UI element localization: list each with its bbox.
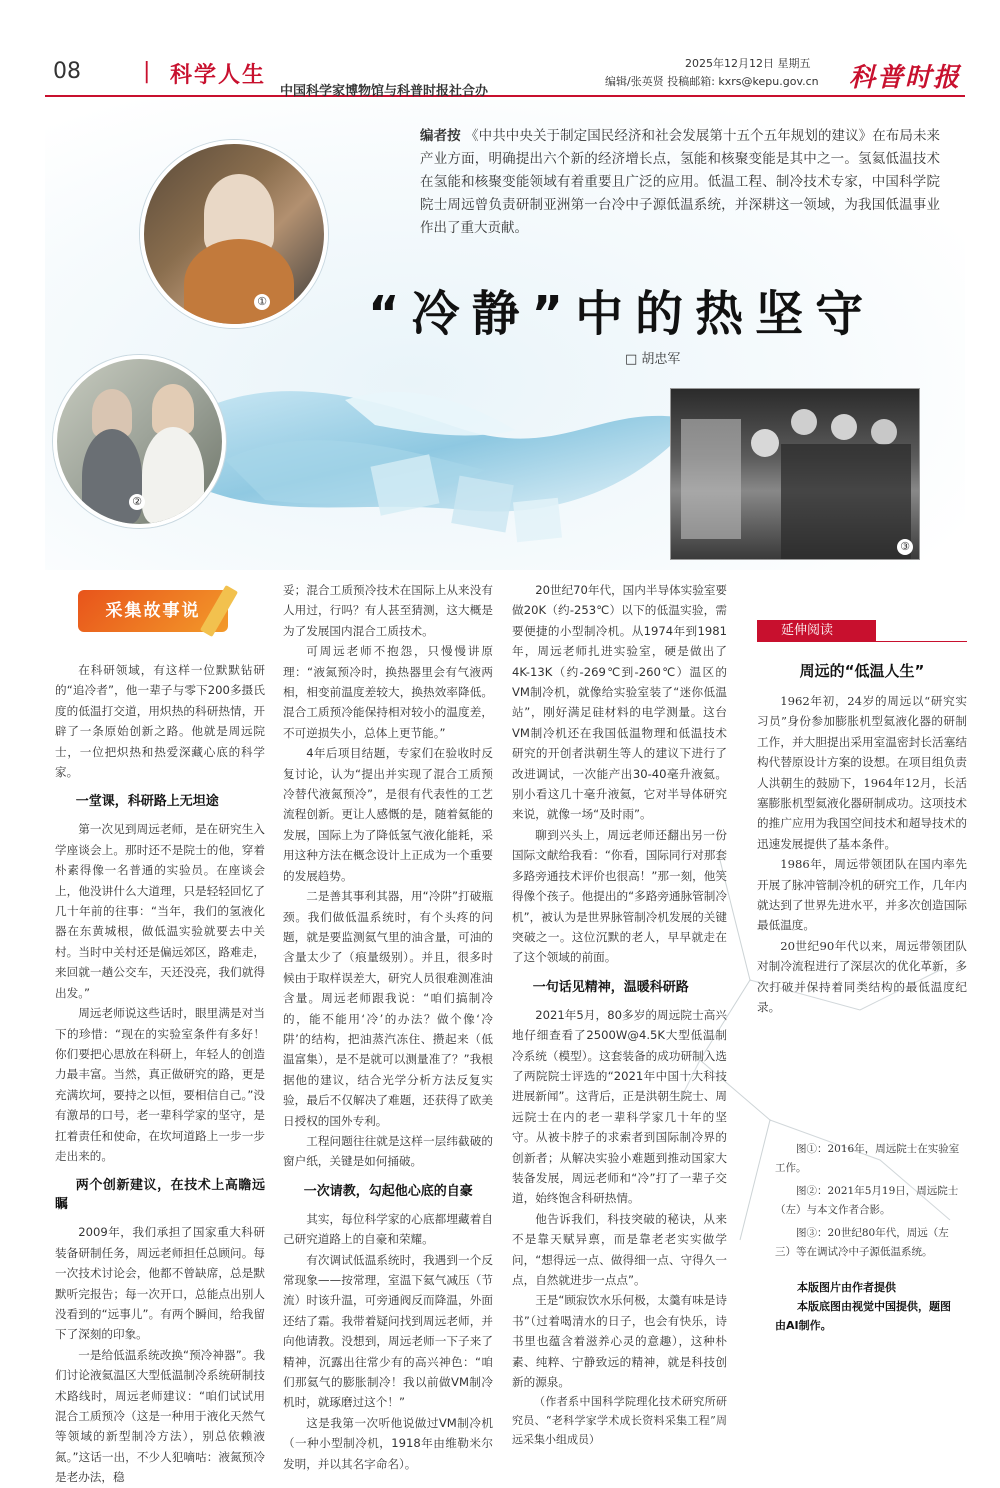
subheading: 两个创新建议，在技术上高瞻远瞩 [55, 1178, 265, 1213]
paragraph: 在科研领域，有这样一位默默钻研的“追冷者”，他一辈子与零下200多摄氏度的低温打交道，用炽热的科研热情，开辟了一条原始创新之路。他就是周远院士，一位把炽热和热爱深藏心底的科学家。 [55, 663, 265, 780]
paragraph: 1962年初，24岁的周远以“研究实习员”身份参加膨胀机型氦液化器的研制工作，并大胆提出采用室温密封长活塞结构代替原设计方案的设想。在项目组负责人洪朝生的鼓励下，1964年12月，长活塞膨胀机型氦液化器研制成功。这项技术的推广应用为我国空间技术和超导技术的迅速发展提供了基本条件。 [757, 694, 967, 851]
sidebar-tag [757, 620, 876, 642]
subheading: 一次请教，勾起他心底的自豪 [303, 1183, 473, 1199]
sidebar-title: 周远的“低温人生” [799, 662, 925, 680]
photo-captions [775, 1140, 960, 1266]
article-column-1 [55, 660, 265, 1488]
masthead [45, 55, 965, 97]
paragraph: 20世纪70年代，国内半导体实验室要做20K（约-253℃）以下的低温实验，需要便捷的小型制冷机。从1974年到1981年，周远老师扎进实验室，硬是做出了4K-13K（约-269℃到-260℃）温区的VM制冷机，就像给实验室装了“迷你低温站”，刚好满足硅材料的电学测量。这台VM制冷机还在我国低温物理和低温技术研究的开创者洪朝生等人的建议下进行了改进调试，一次能产出30-40毫升液氦。别小看这几十毫升液氦，它对半导体研究来说，就像一场“及时雨”。 [512, 583, 728, 822]
hero-banner [45, 100, 965, 570]
page-number: 08 [53, 59, 81, 84]
paragraph: 1986年，周远带领团队在国内率先开展了脉冲管制冷机的研究工作，几年内就达到了世界先进水平，并多次创造国际最低温度。 [757, 857, 967, 933]
article-headline: “冷静”中的热坚守 [368, 286, 876, 342]
paragraph: 4年后项目结题，专家们在验收时反复讨论，认为“提出并实现了混合工质预冷替代液氮预冷”，是很有代表性的工艺流程创新。更让人感慨的是，随着氦能的发展，国际上为了降低氢气液化能耗，采用这种方法在概念设计上正成为一个重要的发展趋势。 [283, 746, 493, 883]
photo-zhou-yuan-with-author [53, 355, 226, 528]
photo-1980s-team [670, 388, 920, 560]
caption: 图①：2016年，周远院士在实验室工作。 [775, 1143, 960, 1174]
editor-contact: 编辑/张英贤 投稿邮箱: kxrs@kepu.gov.cn [605, 75, 819, 88]
issue-date: 2025年12月12日 星期五 [685, 57, 811, 70]
credit-line: 本版底图由视觉中国提供，题图由AI制作。 [775, 1300, 951, 1332]
paragraph: 第一次见到周远老师，是在研究生入学座谈会上。那时还不是院士的他，穿着朴素得像一名普通的实验员。在座谈会上，他没讲什么大道理，只是轻轻回忆了几十年前的往事：“当年，我们的氢液化器在东黄城根，做低温实验就要去中关村。当时中关村还是偏远郊区，路难走，来回就一趟公交车，天还没亮，我们就得出发。” [55, 822, 265, 1000]
editors-note-text: 《中共中央关于制定国民经济和社会发展第十五个五年规划的建议》在布局未来产业方面，明确提出六个新的经济增长点，氢能和核聚变能是其中之一。氢氦低温技术在氢能和核聚变能领域有着重要且广泛的应用。低温工程、制冷技术专家，中国科学院院士周远曾负责研制亚洲第一台冷中子源低温系统，并深耕这一领域，为我国低温事业作出了重大贡献。 [420, 128, 941, 236]
partner-line: 中国科学家博物馆与科普时报社合办 [280, 84, 489, 99]
paragraph: 二是善其事利其器，用“冷阱”打破瓶颈。我们做低温系统时，有个头疼的问题，就是要监测氦气里的油含量，可油的含量太少了（痕量级别）。并且，很多时候由于取样误差大，研究人员很难测准油含量。周远老师跟我说：“咱们搞制冷的，能不能用‘冷’的办法？做个像‘冷阱’的结构，把油蒸汽冻住、攒起来（低温富集），是不是就可以测量准了？”我根据他的建议，结合光学分析方法反复实验，最后不仅解决了难题，还获得了欧美日授权的国外专利。 [283, 889, 493, 1128]
article-column-2 [283, 580, 493, 1474]
subheading: 一句话见精神，温暖科研路 [532, 979, 689, 995]
editors-note-label: 编者按 [420, 128, 461, 144]
paragraph: 周远老师说这些话时，眼里满是对当下的珍惜：“现在的实验室条件有多好！你们要把心思放在科研上，年轻人的创造力最丰富。当然，真正做研究的路，更是充满坎坷，要持之以恒，要相信自己。”没有激昂的口号，老一辈科学家的坚守，是扛着责任和使命，在坎坷道路上一步一步走出来的。 [55, 1006, 265, 1163]
newspaper-logo: 科普时报 [849, 63, 962, 93]
story-tag: 采集故事说 [78, 590, 228, 632]
masthead-separator: | [143, 59, 151, 84]
paragraph: 妥；混合工质预冷技术在国际上从来没有人用过，行吗？有人甚至猜测，这大概是为了发展国内混合工质技术。 [283, 583, 493, 638]
photo-number: ③ [897, 539, 913, 555]
paragraph: 工程问题往往就是这样一层纬截破的窗户纸，关键是如何捅破。 [283, 1133, 493, 1169]
paragraph: 其实，每位科学家的心底都埋藏着自己研究道路上的自豪和荣耀。 [283, 1211, 493, 1247]
caption: 图②：2021年5月19日，周远院士（左）与本文作者合影。 [775, 1185, 959, 1216]
paragraph: 王是“顾寂饮水乐何极，太羹有味是诗书”（过着喝清水的日子，也会有快乐，诗书里也蕴含着滋养心灵的意趣），这种朴素、纯粹、宁静致远的精神，就是科技创新的源泉。 [512, 1293, 727, 1390]
paragraph: 聊到兴头上，周远老师还翻出另一份国际文献给我看：“你看，国际同行对那套多路旁通技术评价也很高！”那一刻，他笑得像个孩子。他提出的“多路旁通脉管制冷机”，被认为是世界脉管制冷机发展的关键突破之一。这位沉默的老人，早早就走在了这个领域的前面。 [512, 827, 727, 965]
paragraph: 2021年5月，80多岁的周远院士高兴地仔细查看了2500W@4.5K大型低温制冷系统（模型）。这套装备的成功研制入选了两院院士评选的“2021年中国十大科技进展新闻”。这背后，正是洪朝生院士、周远院士在内的老一辈科学家几十年的坚守。从被卡脖子的求索者到国际制冷界的创新者；从解决实验小难题到推动国家大装备发展，周远老师和“冷”打了一辈子交道，始终饱含科研热情。 [512, 1007, 727, 1206]
subheading: 一堂课，科研路上无坦途 [75, 794, 219, 810]
paragraph: 一是给低温系统改换“预冷神器”。我们讨论液氦温区大型低温制冷系统研制技术路线时，周远老师建议：“咱们试试用混合工质预冷（这是一种用于液化天然气等领域的新型制冷方法），别总依赖液氮。”这话一出，不少人犯嘀咕：液氮预冷是老办法，稳 [55, 1347, 265, 1485]
photo-number: ① [254, 294, 270, 310]
author-note: （作者系中国科学院理化技术研究所研究员、“老科学家学术成长资料采集工程”周远采集小组成员） [512, 1395, 727, 1447]
paragraph: 有次调试低温系统时，我遇到一个反常现象——按常理，室温下氦气减压（节流）时该升温，可旁通阀反而降温，外面还结了霜。我带着疑问找到周远老师，并向他请教。没想到，周远老师一下子来了精神，沉露出往常少有的高兴神色：“咱们那氦气的膨胀制冷！我以前做VM制冷机时，就琢磨过这个！” [283, 1252, 493, 1410]
paragraph: 可周远老师不抱怨，只慢慢讲原理：“液氮预冷时，换热器里会有气液两相，相变前温度差较大，换热效率降低。混合工质预冷能保持相对较小的温度差，不可逆损失小，总体上更节能。” [283, 644, 493, 740]
photo-credits [775, 1278, 960, 1335]
section-title: 科学人生 [170, 63, 267, 88]
paragraph: 20世纪90年代以来，周远带领团队对制冷流程进行了深层次的优化革新，多次打破并保持着同类结构的最低温度纪录。 [757, 938, 967, 1015]
photo-number: ② [129, 494, 145, 510]
byline: □ 胡忠军 [625, 352, 681, 367]
sidebar-tag-label: 延伸阅读 [781, 623, 834, 638]
sidebar-divider [757, 641, 967, 642]
paragraph: 2009年，我们承担了国家重大科研装备研制任务，周远老师担任总顾问。每一次技术讨论会，他都不曾缺席，总是默默听完报告；每一次开口，总能点出别人没看到的“远事儿”。有两个瞬间，给我留下了深刻的印象。 [55, 1225, 265, 1342]
caption: 图③：20世纪80年代，周远（左三）等在调试冷中子源低温系统。 [775, 1227, 949, 1258]
paragraph: 这是我第一次听他说做过VM制冷机（一种小型制冷机，1918年由维勒米尔发明，并以其名字命名）。 [283, 1415, 493, 1471]
photo-zhou-yuan-in-lab [140, 140, 328, 328]
paragraph: 他告诉我们，科技突破的秘诀，从来不是靠天赋异禀，而是靠老老实实做学问，“想得远一点、做得细一点、守得久一点，自然就进步一点点”。 [512, 1211, 727, 1287]
credit-line: 本版图片由作者提供 [797, 1281, 896, 1294]
editors-note [420, 125, 940, 240]
